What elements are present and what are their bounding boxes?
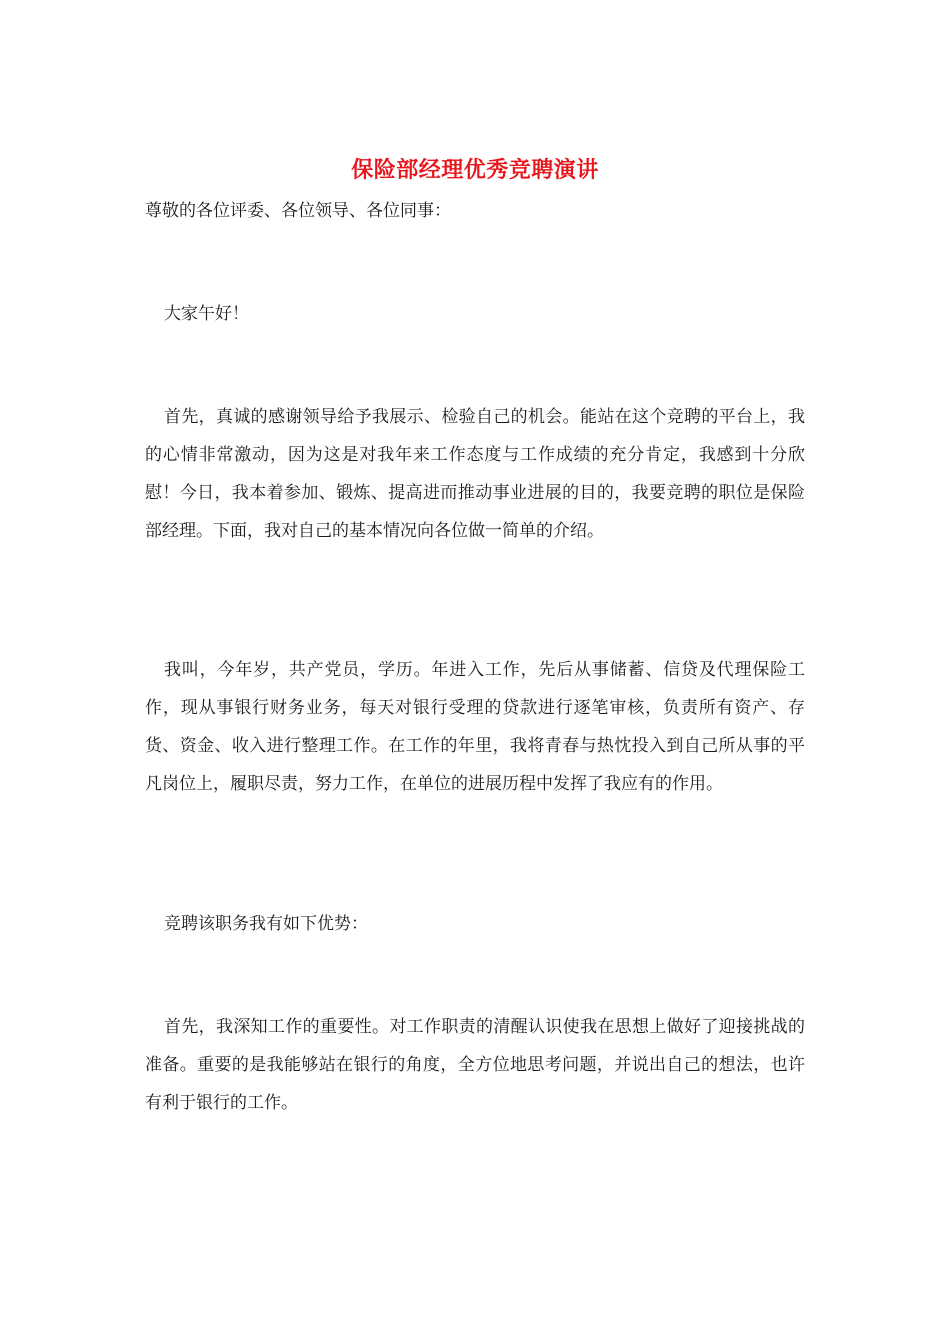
page-title: 保险部经理优秀竞聘演讲 [351, 157, 599, 183]
paragraph-introduction: 首先，真诚的感谢领导给予我展示、检验自己的机会。能站在这个竞聘的平台上，我的心情非常激动，因为这是对我年来工作态度与工作成绩的充分肯定，我感到十分欣慰！今日，我本着参加、锻炼、提高进而推动事业进展的目的，我要竞聘的职位是保险部经理。下面，我对自己的基本情况向各位做一简单的介绍。 [145, 407, 805, 541]
paragraph-advantage-one: 首先，我深知工作的重要性。对工作职责的清醒认识使我在思想上做好了迎接挑战的准备。重要的是我能够站在银行的角度，全方位地思考问题，并说出自己的想法，也许有利于银行的工作。 [145, 1017, 805, 1113]
paragraph-advantages-heading: 竞聘该职务我有如下优势： [164, 914, 368, 934]
salutation: 尊敬的各位评委、各位领导、各位同事： [145, 201, 451, 221]
paragraph-background: 我叫，今年岁，共产党员，学历。年进入工作，先后从事储蓄、信贷及代理保险工作，现从事银行财务业务，每天对银行受理的贷款进行逐笔审核，负责所有资产、存货、资金、收入进行整理工作。在工作的年里，我将青春与热忱投入到自己所从事的平凡岗位上，履职尽责，努力工作，在单位的进展历程中发挥了我应有的作用。 [145, 660, 805, 794]
paragraph-greeting: 大家午好！ [164, 304, 249, 324]
